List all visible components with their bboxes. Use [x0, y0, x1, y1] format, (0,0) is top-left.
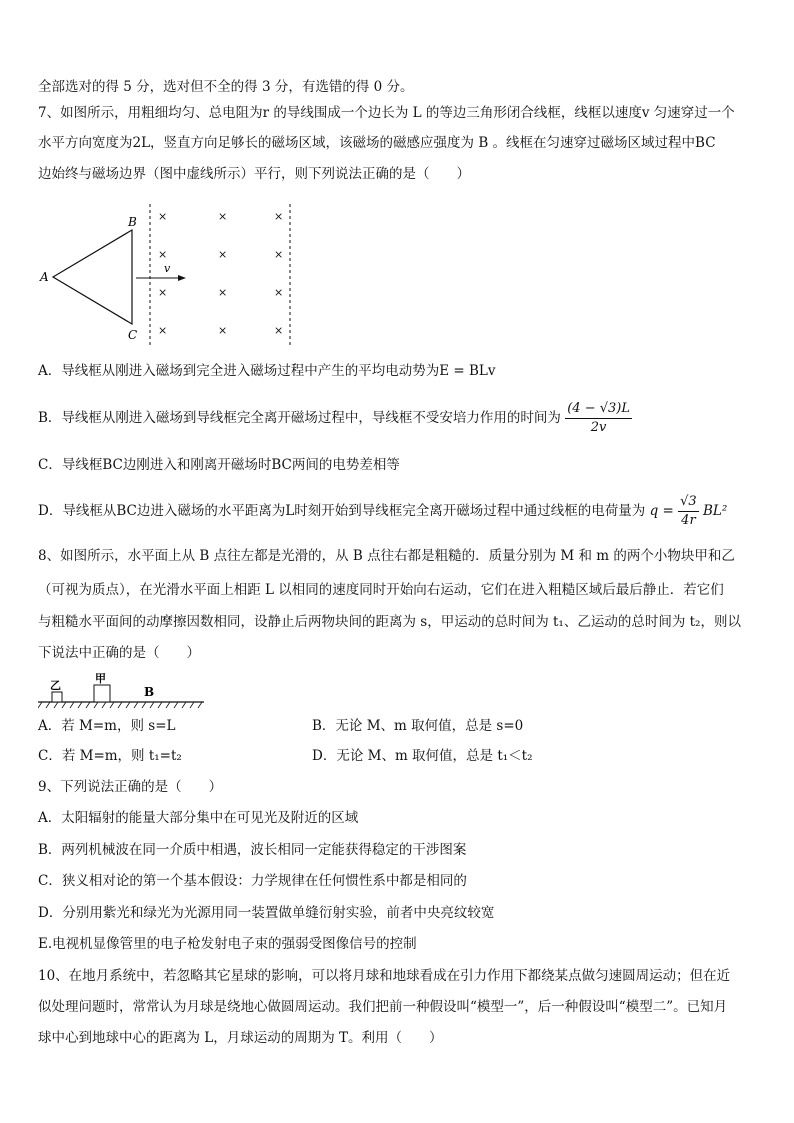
q10-stem-line3: 球中心到地球中心的距离为 L，月球运动的周期为 T。利用（ ）	[38, 1030, 443, 1046]
q7-stem-line1: 7、如图所示，用粗细均匀、总电阻为r 的导线围成一个边长为 L 的等边三角形闭合线框，线框以速度v 匀速穿过一个	[38, 105, 735, 121]
q7-option-b-text: B．导线框从刚进入磁场到导线框完全离开磁场过程中，导线框不受安培力作用的时间为	[38, 410, 561, 426]
q7-stem-line3: 边始终与磁场边界（图中虚线所示）平行，则下列说法正确的是（ ）	[38, 166, 470, 182]
label-jia: 甲	[95, 672, 106, 685]
label-B: B	[144, 685, 155, 699]
q9-option-e: E.电视机显像管里的电子枪发射电子束的强弱受图像信号的控制	[38, 936, 417, 952]
field-cross: ×	[218, 286, 228, 299]
label-C: C	[128, 328, 138, 342]
q8-figure	[38, 672, 208, 712]
q7-option-d-text: D．导线框从BC边进入磁场的水平距离为L时刻开始到导线框完全离开磁场过程中通过线框的电荷量为	[38, 503, 646, 519]
block-jia	[94, 685, 110, 702]
magnetic-field-crosses	[158, 210, 283, 337]
q9-option-a: A．太阳辐射的能量大部分集中在可见光及附近的区域	[38, 810, 359, 826]
q10-stem-line1: 10、在地月系统中，若忽略其它星球的影响，可以将月球和地球看成在引力作用下都绕某点做匀速圆周运动；但在近	[38, 968, 731, 984]
q7-option-d-tail: BL²	[703, 503, 728, 519]
fraction-denominator: 4r	[681, 513, 696, 528]
fraction-numerator: √3	[678, 493, 699, 512]
field-cross: ×	[218, 210, 228, 223]
label-B: B	[128, 215, 137, 229]
q8-option-b: B．无论 M、m 取何值，总是 s=0	[312, 718, 524, 734]
q9-stem: 9、下列说法正确的是（ ）	[38, 779, 223, 795]
q7-option-d	[38, 491, 727, 531]
q7-option-d-fraction	[678, 493, 699, 530]
scoring-note: 全部选对的得 5 分，选对但不全的得 3 分，有选错的得 0 分。	[38, 79, 414, 95]
field-cross: ×	[274, 248, 284, 261]
label-v: v	[164, 262, 171, 275]
q8-option-a: A．若 M=m，则 s=L	[38, 718, 176, 734]
ground-hatching	[38, 702, 202, 708]
q8-stem-line1: 8、如图所示，水平面上从 B 点往左都是光滑的，从 B 点往右都是粗糙的．质量分别为 M 和 m 的两个小物块甲和乙	[38, 548, 735, 564]
label-A: A	[40, 270, 49, 284]
triangle-frame	[53, 230, 132, 324]
q7-figure	[36, 200, 306, 350]
fraction-denominator: 2v	[590, 420, 607, 435]
q9-option-c: C．狭义相对论的第一个基本假设：力学规律在任何惯性系中都是相同的	[38, 873, 467, 889]
field-cross: ×	[158, 248, 168, 261]
q8-option-d: D．无论 M、m 取何值，总是 t₁＜t₂	[312, 748, 533, 764]
q10-stem-line2: 似处理问题时，常常认为月球是绕地心做圆周运动。我们把前一种假设叫“模型一”，后一种假设叫“模型二”。已知月	[38, 999, 728, 1015]
q7-stem-line2: 水平方向宽度为2L，竖直方向足够长的磁场区域，该磁场的磁感应强度为 B 。线框在匀速穿过磁场区域过程中BC	[38, 135, 716, 151]
field-cross: ×	[218, 324, 228, 337]
q7-option-c: C．导线框BC边刚进入和刚离开磁场时BC两间的电势差相等	[38, 457, 400, 473]
q9-option-b: B．两列机械波在同一介质中相遇，波长相同一定能获得稳定的干涉图案	[38, 842, 467, 858]
q7-option-b	[38, 400, 632, 437]
q7-option-a: A．导线框从刚进入磁场到完全进入磁场过程中产生的平均电动势为E = BLv	[38, 363, 496, 379]
q8-stem-line2: （可视为质点），在光滑水平面上相距 L 以相同的速度同时开始向右运动，它们在进入粗糙区域后最后静止．若它们	[38, 582, 724, 598]
field-cross: ×	[274, 324, 284, 337]
field-cross: ×	[158, 210, 168, 223]
q8-stem-line4: 下说法中正确的是（ ）	[38, 645, 200, 661]
field-cross: ×	[158, 324, 168, 337]
q7-option-d-q: q =	[649, 503, 674, 519]
field-cross: ×	[158, 286, 168, 299]
fraction-numerator: (4 − √3)L	[565, 400, 632, 419]
q7-option-b-fraction	[565, 400, 632, 437]
field-cross: ×	[274, 286, 284, 299]
label-yi: 乙	[50, 679, 61, 692]
block-yi	[52, 692, 62, 702]
q8-option-c: C．若 M=m，则 t₁=t₂	[38, 748, 182, 764]
field-cross: ×	[218, 248, 228, 261]
q9-option-d: D．分别用紫光和绿光为光源用同一装置做单缝衍射实验，前者中央亮纹较宽	[38, 905, 495, 921]
velocity-arrowhead	[178, 275, 186, 281]
field-cross: ×	[274, 210, 284, 223]
q8-stem-line3: 与粗糙水平面间的动摩擦因数相同，设静止后两物块间的距离为 s，甲运动的总时间为 t₁、乙运动的总时间为 t₂，则以	[38, 614, 741, 630]
